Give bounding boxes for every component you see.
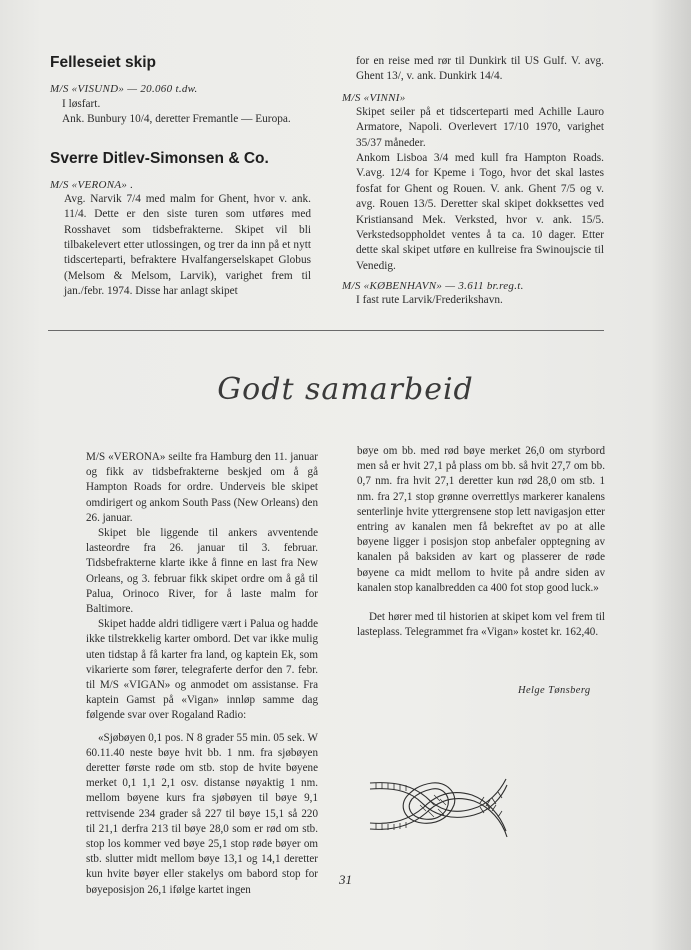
article-paragraph: M/S «VERONA» seilte fra Hamburg den 11. januar og fikk av tidsbefrakterne beskjed om å gå Hampton Roads for ordre. Underveis ble skipet omdirigert og ankom South Pass (New Orleans) den 26. januar.: [86, 451, 319, 524]
ship-line: Ank. Bunbury 10/4, deretter Fremantle — Europa.: [62, 113, 291, 126]
section-heading: Felleseiet skip: [50, 54, 156, 71]
ship-description: Avg. Narvik 7/4 med malm for Ghent, hvor v. ank. 11/4. Dette er den siste turen som utføres med Rosshavet som tidsbefrakterne. Skipet vil bli tilbakelevert etter utlossingen, og trer da inn på et nytt tidscerteparti, befraktere Hvalfangerselskapet Globus (Melsom & Melsom, Larvik), varighet frem til jan./febr. 1974. Disse har anlagt skipet: [64, 192, 311, 298]
article-right-column: [357, 444, 605, 640]
reef-knot-icon: [368, 765, 508, 845]
continued-text: for en reise med rør til Dunkirk til US Gulf. V. avg. Ghent 13/, v. ank. Dunkirk 14/4.: [356, 55, 604, 83]
telegram-text: bøye om bb. med rød bøye merket 26,0 om styrbord men så er hvit 27,1 på plass om bb. så hvit 27,7 om bb. 0,7 nm. fra hvit 27,1 deretter kun rød 28,0 om stb. 1 nm. fra 27,1 stop grønne overrettlys markerer kanalens senterlinje hvite yttergrensene stop lett navigasjon etter entring av kanalen men få bekreftet av po at alle bøyene ligger i posisjon stop anbefaler opptegning av kanalen på baksiden av kart og plasserer de røde bøyene ca midt mellom to hvite på andre siden av kanalen stop kanalbredden ca 400 fot stop good luck.»: [357, 445, 605, 594]
ship-name: M/S «VISUND» — 20.060 t.dw.: [50, 83, 198, 95]
article-paragraph: Skipet hadde aldri tidligere vært i Palua og hadde ikke tilstrekkelig karter ombord. Det var ikke mulig uten tidstap å få karter fra land, og kaptein Ek, som vikarierte som fører, telegraferte derfor den 7. febr. til M/S «VIGAN» og anmodet om assistanse. Fra kaptein Gamst på «Vigan» innløp samme dag følgende svar over Rogaland Radio:: [86, 618, 318, 722]
ship-name: M/S «VERONA» .: [50, 178, 134, 191]
article-paragraph: Skipet ble liggende til ankers avventende lasteordre fra 26. januar til 3. februar. Tidsbefrakterne klarte ikke å finne en last fra New Orleans, og 3. februar fikk skipet ordre om å gå til Palua, Orinoco River, for å laste malm for Baltimore.: [86, 527, 318, 616]
ship-description: Ankom Lisboa 3/4 med kull fra Hampton Roads. V.avg. 12/4 for Kpeme i Togo, hvor det skal lastes fosfat for Ghent og Rouen. V. ank. Ghent 7/5 og v. avg. Rouen 13/5. Deretter skal skipet dokksettes ved Kristiansand Mek. Verksted, hvor v. ank. 15/5. Verkstedsoppholdet ventes å ta ca. 10 dager. Etter dette skal skipet utføre en kullreise fra Swinoujscie til Venedig.: [356, 152, 604, 272]
right-top-column: [342, 54, 604, 309]
ship-name: M/S «KØBENHAVN» — 3.611 br.reg.t.: [342, 280, 524, 293]
article-title: Godt samarbeid: [217, 372, 474, 407]
telegram-text: «Sjøbøyen 0,1 pos. N 8 grader 55 min. 05 sek. W 60.11.40 neste bøye hvit bb. 1 nm. fra sjøbøyen deretter første røde om stb. stop de hvite bøyene merket 0,1 1,1 2,1 osv. distanse nøyaktig 1 nm. mellom bøyene kurs fra sjøbøyen til bøye 9,1 rettvisende 234 grader så 227 til bøye 15,1 så 220 til 21,1 derfra 213 til bøye 28,0 som er rød om stb. stop los kommer ved bøye 25,1 stop røde bøyer om stb. slutter midt mellom bøye 13,1 og 14,1 deretter kun hvite bøyer eller stakelys om babord stop for bøyeposisjon 26,1 ifølge kartet ingen: [86, 731, 318, 896]
article-left-column: [86, 450, 318, 898]
divider-rule: [48, 330, 604, 331]
ship-description: Skipet seiler på et tidscerteparti med Achille Lauro Armatore, Napoli. Overlevert 17/10 1970, varighet 35/37 måneder.: [356, 105, 604, 149]
author-signature: Helge Tønsberg: [518, 685, 591, 696]
ship-name: M/S «VINNI»: [342, 91, 406, 104]
left-top-column: [50, 54, 311, 300]
article-paragraph: Det hører med til historien at skipet kom vel frem til lasteplass. Telegrammet fra «Vigan» kostet kr. 162,40.: [357, 611, 605, 639]
ship-description: I fast rute Larvik/Frederikshavn.: [356, 294, 503, 307]
page-number: 31: [339, 872, 352, 887]
ship-line: I løsfart.: [62, 98, 101, 110]
section-heading: Sverre Ditlev-Simonsen & Co.: [50, 149, 269, 167]
